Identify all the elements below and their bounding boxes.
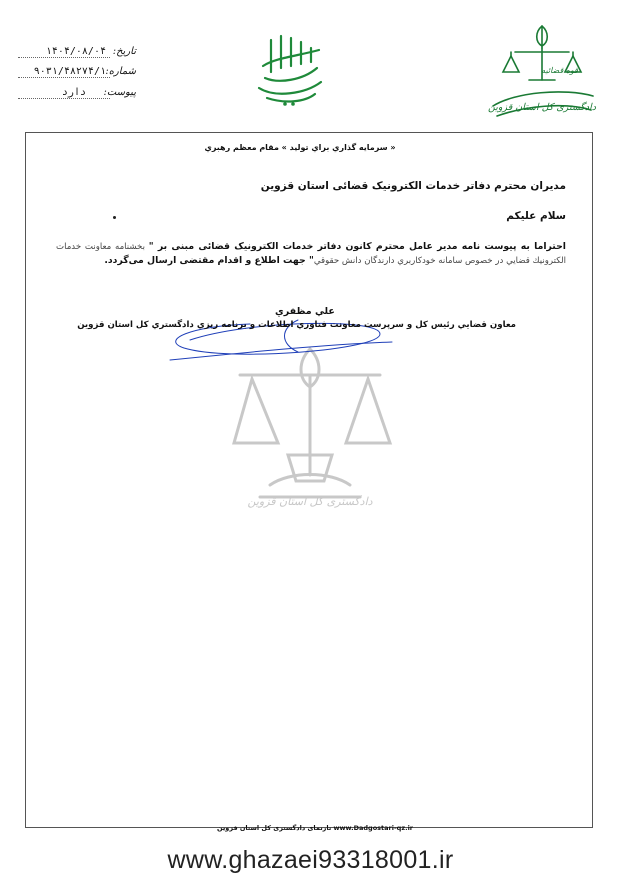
- date-field: [18, 46, 136, 62]
- body-paragraph: [56, 240, 566, 268]
- date-value: ۱۴۰۴/۰۸/۰۴: [45, 46, 106, 57]
- bullet-dot: [113, 216, 116, 219]
- number-field: [18, 66, 136, 82]
- number-label: شماره:: [105, 66, 136, 77]
- greeting: سلام عليكم: [506, 210, 566, 222]
- signer-title: معاون قضايي رئيس كل و سرپرست معاونت فناوري اطلاعات و برنامه ريزي دادگستري كل استان قزوين: [77, 320, 516, 330]
- attachment-value: دارد: [61, 87, 86, 98]
- body-part-3: " جهت اطلاع و اقدام مقتضی ارسال می‌گردد.: [104, 255, 314, 266]
- number-value: ۹۰۳۱/۴۸۲۷۴/۱: [33, 66, 106, 77]
- org-branch: قوه قضائیه: [541, 66, 578, 75]
- basmala-calligraphy: [245, 28, 335, 108]
- watermark-caption: دادگستری کل استان قزوین: [247, 495, 373, 508]
- judiciary-emblem: [485, 22, 600, 124]
- date-label: تاریخ:: [112, 46, 136, 57]
- body-part-1: احتراما به پيوست نامه مدير عامل محترم كانون دفاتر خدمات الكترونيک قضائی مبنی بر ": [148, 241, 566, 252]
- body-part-2: بخشنامه معاونت خدمات الكترونيك قضايي در خصوص سامانه خودكاربري دارندگان دانش حقوقي: [56, 242, 566, 266]
- site-watermark: www.ghazaei93318001.ir: [167, 846, 454, 874]
- org-name: دادگستری کل استان قزوین: [487, 102, 596, 113]
- attachment-field: [18, 87, 136, 103]
- slogan: « سرمايه گذاري براي توليد » مقام معظم رهبري: [204, 143, 396, 152]
- recipient-line: مديران محترم دفاتر خدمات الكترونيک قضائی استان قزوين: [260, 180, 566, 192]
- attachment-label: پیوست:: [103, 87, 136, 98]
- footer-site: www.Dadgostari-qz.ir تارنمای دادگستری کل استان قزوین: [216, 824, 414, 832]
- signer-name: علي مظفري: [275, 306, 335, 317]
